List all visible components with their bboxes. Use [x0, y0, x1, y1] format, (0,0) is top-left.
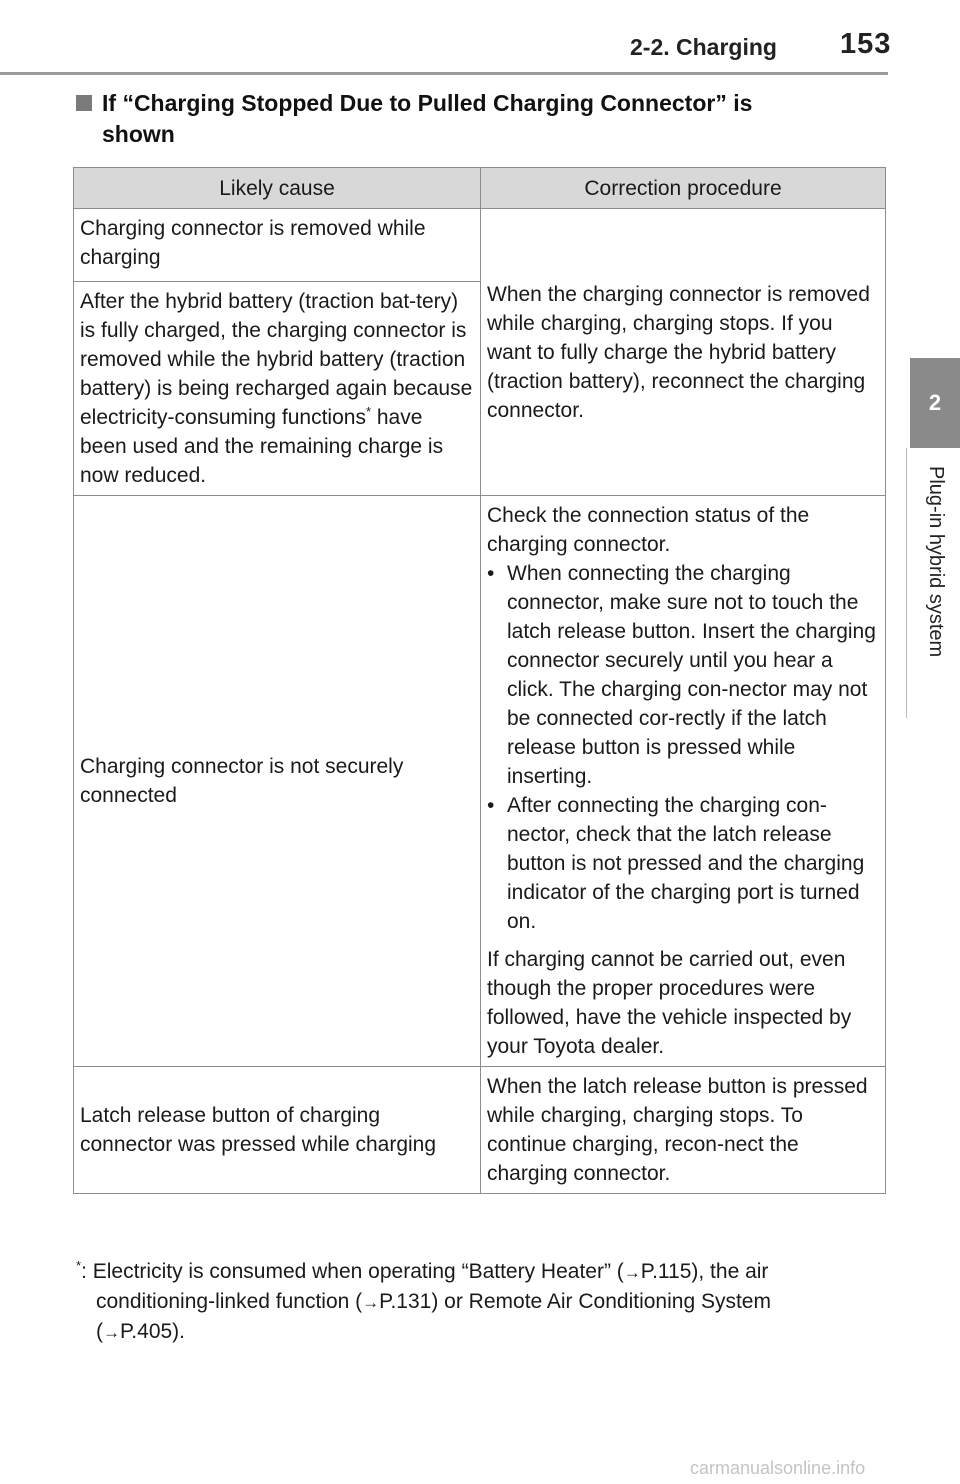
heading-line-1: If “Charging Stopped Due to Pulled Charging Connector” is: [102, 90, 753, 116]
table-row: [74, 1067, 886, 1194]
list-item-text: After connecting the charging con-nector, check that the latch release button is not pressed and the charging indicator of the charging port is turned on.: [507, 794, 865, 933]
correction-cell: When the charging connector is removed while charging, charging stops. If you want to fully charge the hybrid battery (traction battery), reconnect the charging connector.: [481, 209, 886, 496]
footnote-mark: *: [76, 1258, 82, 1273]
footnote-line-2: [76, 1287, 886, 1317]
chapter-tab: 2: [910, 358, 960, 448]
page-ref-link: P.405).: [120, 1320, 185, 1343]
correction-cell: [481, 496, 886, 1067]
table-row: [74, 209, 886, 282]
list-item: [487, 559, 879, 791]
section-title: 2-2. Charging: [630, 34, 777, 60]
page-ref-link: P.115), the air: [640, 1260, 769, 1283]
footnote-text: (: [96, 1320, 103, 1343]
arrow-right-icon: →: [623, 1263, 641, 1282]
correction-intro: Check the connection status of the charging connector.: [487, 504, 810, 556]
table-row: [74, 496, 886, 1067]
page-number: 153: [840, 28, 892, 60]
heading-line-2: shown: [102, 121, 175, 147]
cause-cell: Charging connector is not securely connected: [74, 496, 481, 1067]
cause-correction-table: [73, 167, 886, 1194]
chapter-label: [900, 466, 960, 706]
bullet-icon: •: [487, 562, 495, 585]
arrow-right-icon: →: [362, 1293, 380, 1312]
cause-text: After the hybrid battery (traction bat-tery) is fully charged, the charging connector is removed while the hybrid battery (traction battery) is being recharged again because electricity-consuming functions: [80, 290, 473, 429]
square-bullet-icon: [76, 95, 92, 111]
correction-outro: If charging cannot be carried out, even though the proper procedures were followed, have the vehicle inspected by your Toyota dealer.: [487, 948, 852, 1058]
arrow-right-icon: →: [103, 1323, 120, 1342]
table-header-row: [74, 168, 886, 209]
header-divider: [0, 72, 888, 75]
cause-cell: Latch release button of charging connector was pressed while charging: [74, 1067, 481, 1194]
page-ref-link: P.131) or Remote Air Conditioning System: [379, 1290, 771, 1313]
correction-cell: When the latch release button is pressed while charging, charging stops. To continue charging, recon-nect the charging connector.: [481, 1067, 886, 1194]
cause-cell: Charging connector is removed while charging: [74, 209, 481, 282]
footnote-mark: *: [365, 404, 372, 419]
footnote-text: conditioning-linked function (: [96, 1290, 363, 1313]
footnote: [76, 1257, 886, 1347]
cause-text-continued: have been used and the remaining charge is now reduced.: [80, 406, 444, 487]
list-item: [487, 791, 879, 936]
footnote-text: : Electricity is consumed when operating “Battery Heater” (: [81, 1260, 624, 1283]
list-item-text: When connecting the charging connector, make sure not to touch the latch release button. Insert the charging connector securely until you hear a click. The charging con-nector may not be connected cor-rectly if the latch release button is pressed while inserting.: [507, 562, 876, 788]
footnote-line-3: [76, 1317, 886, 1347]
header-correction-procedure: Correction procedure: [481, 168, 886, 209]
bullet-icon: •: [487, 794, 495, 817]
cause-cell: [74, 282, 481, 496]
header-likely-cause: Likely cause: [74, 168, 481, 209]
section-heading: [76, 88, 876, 150]
watermark: carmanualsonline.info: [690, 1458, 866, 1478]
chapter-label-text: Plug-in hybrid system: [925, 466, 947, 658]
